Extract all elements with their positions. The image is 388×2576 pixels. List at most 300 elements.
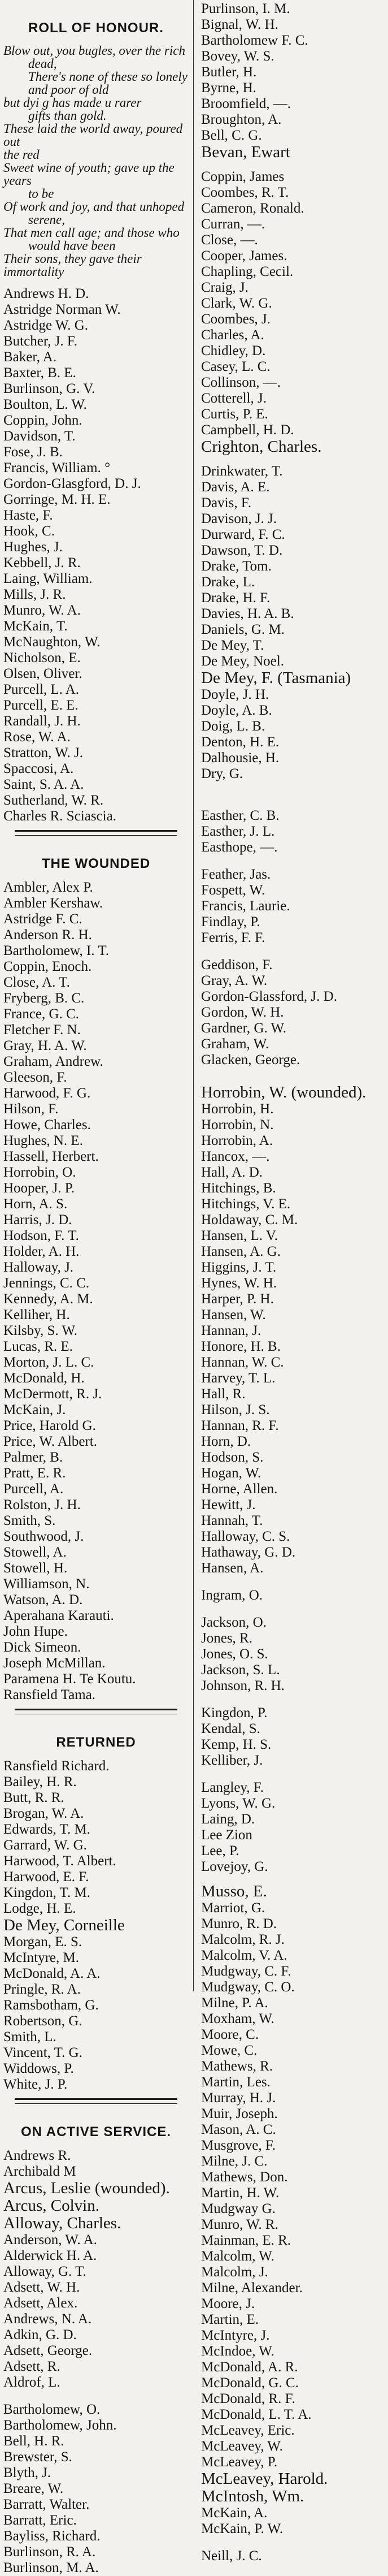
honour-list xyxy=(3,286,189,824)
service-name-large: Alloway, Charles. xyxy=(3,2215,121,2232)
wounded-name: Paramena H. Te Koutu. xyxy=(3,1671,136,1687)
wounded-name: Hughes, N. E. xyxy=(3,1133,83,1148)
listed-name: Hilson, J. S. xyxy=(201,1402,270,1417)
listed-name: Gordon-Glassford, J. D. xyxy=(201,989,337,1004)
wounded-name: Fryberg, B. C. xyxy=(3,991,85,1006)
honour-name: McKain, T. xyxy=(3,619,68,634)
listed-name: Bovey, W. S. xyxy=(201,49,274,64)
right-column xyxy=(197,1,386,2564)
listed-name: Jones, R. xyxy=(201,1631,252,1646)
listed-name: Byrne, H. xyxy=(201,80,256,96)
listed-name: McDonald, L. T. A. xyxy=(201,2407,312,2422)
listed-name: Hall, A. D. xyxy=(201,1165,263,1180)
service-name: Burlinson, R. A. xyxy=(3,2544,96,2560)
listed-name: Ferris, F. F. xyxy=(201,930,265,945)
honour-name: Purcell, L. A. xyxy=(3,682,80,697)
poem-line: Sweet wine of youth; gave up the years xyxy=(3,161,175,188)
listed-name: Drinkwater, T. xyxy=(201,464,283,479)
listed-name: Mason, A. C. xyxy=(201,2122,276,2137)
poem-line: would have been xyxy=(28,239,116,253)
poem-line: Blow out, you bugles, over the rich xyxy=(3,44,185,58)
returned-name: McDonald, A. A. xyxy=(3,1966,101,1981)
listed-name: Cameron, Ronald. xyxy=(201,201,304,216)
service-list xyxy=(3,2148,189,2180)
wounded-name: France, G. C. xyxy=(3,1006,79,1022)
e-f-g-list xyxy=(201,808,386,1068)
listed-name: Malcolm, W. xyxy=(201,2249,274,2264)
active-service-heading: ON ACTIVE SERVICE. xyxy=(20,2124,172,2140)
service-name: Bartholomew, John. xyxy=(3,2418,117,2433)
wounded-name: Williamson, N. xyxy=(3,1576,90,1592)
wounded-name: Aperahana Karauti. xyxy=(3,1608,114,1623)
listed-name: Denton, H. E. xyxy=(201,734,280,750)
listed-name: Neill, J. C. xyxy=(201,2548,262,2564)
listed-name: Hitchings, V. E. xyxy=(201,1196,291,1212)
d-list xyxy=(201,464,386,669)
wounded-name: Smith, S. xyxy=(3,1513,56,1528)
wounded-name: Ransfield Tama. xyxy=(3,1687,96,1702)
wounded-name: Pratt, E. R. xyxy=(3,1466,66,1481)
listed-name: Dalhousie, H. xyxy=(201,750,280,766)
wounded-name: Joseph McMillan. xyxy=(3,1656,106,1671)
d-list-2 xyxy=(201,687,386,782)
listed-name: Hansen, W. xyxy=(201,1307,266,1322)
listed-name: Hall, R. xyxy=(201,1386,246,1402)
listed-name xyxy=(201,855,386,867)
returned-name: White, J. P. xyxy=(3,2077,68,2092)
listed-name: Mowe, C. xyxy=(201,2043,258,2058)
listed-name xyxy=(201,2537,386,2548)
service-name: Bell, H. R. xyxy=(3,2434,64,2449)
listed-name: Higgins, J. T. xyxy=(201,1260,277,1275)
returned-name: Smith, L. xyxy=(3,2029,56,2045)
wounded-name: Astridge F. C. xyxy=(3,911,82,927)
returned-name: Edwards, T. M. xyxy=(3,1822,90,1837)
listed-name: Hannan, J. xyxy=(201,1323,261,1338)
service-list-large xyxy=(3,2180,189,2232)
listed-name: Munro, R. D. xyxy=(201,1916,277,1931)
listed-name: Daniels, G. M. xyxy=(201,622,285,637)
wounded-name: Gleeson, F. xyxy=(3,1070,67,1085)
wounded-name: Howe, Charles. xyxy=(3,1117,91,1133)
returned-name: Harwood, T. Albert. xyxy=(3,1853,116,1869)
section-rule xyxy=(15,2098,177,2100)
returned-name: Lodge, H. E. xyxy=(3,1901,76,1916)
listed-name: Lyons, W. G. xyxy=(201,1796,276,1811)
listed-name: Hitchings, B. xyxy=(201,1181,276,1196)
wounded-name: Lucas, R. E. xyxy=(3,1339,73,1354)
listed-name: Fospett, W. xyxy=(201,883,265,898)
wounded-name: Kelliher, H. xyxy=(3,1307,70,1322)
wounded-name: Rolston, J. H. xyxy=(3,1497,81,1512)
poem-line: serene, xyxy=(28,213,65,227)
returned-name-large: De Mey, Corneille xyxy=(3,1917,125,1934)
returned-heading: RETURNED xyxy=(56,1735,136,1750)
wounded-name: Halloway, J. xyxy=(3,1260,74,1275)
returned-name: Widdows, P. xyxy=(3,2061,74,2076)
honour-name: Astridge Norman W. xyxy=(3,302,121,317)
listed-name: Mathews, R. xyxy=(201,2059,273,2074)
listed-name: Gardner, G. W. xyxy=(201,1021,287,1036)
listed-name: Francis, Laurie. xyxy=(201,898,290,914)
listed-name: Drake, H. F. xyxy=(201,590,271,606)
honour-name: Haste, F. xyxy=(3,508,53,523)
listed-name: Horrobin, A. xyxy=(201,1133,273,1148)
listed-name: Malcolm, R. J. xyxy=(201,1932,285,1947)
section-rule xyxy=(15,1709,177,1710)
poem-line: gifts than gold. xyxy=(28,109,107,123)
service-name: Brewster, S. xyxy=(3,2449,72,2465)
honour-name: Gordon-Glasgford, D. J. xyxy=(3,476,141,491)
m-n-list xyxy=(201,2505,386,2564)
listed-name: Mainman, E. R. xyxy=(201,2233,291,2248)
honour-name: McNaughton, W. xyxy=(3,634,101,650)
listed-name: Coombes, R. T. xyxy=(201,185,289,200)
listed-name: Murray, H. J. xyxy=(201,2090,276,2106)
listed-name: McKain, A. xyxy=(201,2505,268,2521)
listed-name: Malcolm, J. xyxy=(201,2264,268,2280)
listed-name xyxy=(201,946,386,957)
returned-name: Butt, R. R. xyxy=(3,1790,64,1805)
listed-name: Gray, A. W. xyxy=(201,973,268,988)
name-large: Musso, E. xyxy=(201,1883,267,1900)
listed-name: Kemp, H. S. xyxy=(201,1737,272,1752)
wounded-name: Kilsby, S. W. xyxy=(3,1323,78,1338)
service-name: Bayliss, Richard. xyxy=(3,2529,101,2544)
listed-name: Bignal, W. H. xyxy=(201,17,278,32)
listed-name: Butler, H. xyxy=(201,64,257,80)
returned-list xyxy=(3,1758,189,1917)
listed-name: Jones, O. S. xyxy=(201,1646,268,1662)
m-list-large xyxy=(201,2470,386,2505)
returned-name: Pringle, R. A. xyxy=(3,1982,81,1997)
wounded-heading: THE WOUNDED xyxy=(41,856,151,871)
honour-name: Mills, J. R. xyxy=(3,587,66,602)
listed-name: Munro, W. R. xyxy=(201,2217,278,2232)
poem-line: Their sons, they gave their immortality xyxy=(3,252,142,279)
listed-name: Easther, C. B. xyxy=(201,808,280,823)
name-large: Horrobin, W. (wounded). xyxy=(201,1084,367,1101)
returned-name: Harwood, E. F. xyxy=(3,1869,89,1885)
service-name-large: Arcus, Leslie (wounded). xyxy=(3,2180,170,2197)
listed-name: Mudgway, C. F. xyxy=(201,1964,291,1979)
m-list xyxy=(201,1900,386,2470)
listed-name: Drake, L. xyxy=(201,574,255,590)
listed-name: Horrobin, N. xyxy=(201,1117,274,1133)
honour-name: Baxter, B. E. xyxy=(3,365,76,381)
listed-name: Gordon, W. H. xyxy=(201,1005,284,1020)
listed-name: Kingdon, P. xyxy=(201,1705,268,1721)
listed-name: Marriot, G. xyxy=(201,1900,265,1916)
listed-name: Martin, H. W. xyxy=(201,2185,280,2201)
listed-name: Curran, —. xyxy=(201,217,265,232)
listed-name: Charles, A. xyxy=(201,327,264,343)
listed-name: Horn, D. xyxy=(201,1434,251,1449)
listed-name: Hogan, W. xyxy=(201,1466,261,1481)
poem-line: to be xyxy=(28,187,54,201)
listed-name: Chidley, D. xyxy=(201,343,266,358)
name-large: De Mey, F. (Tasmania) xyxy=(201,669,351,687)
service-name: Archibald M xyxy=(3,2164,76,2179)
listed-name: Coombes, J. xyxy=(201,312,271,327)
listed-name: Dawson, T. D. xyxy=(201,543,283,558)
service-name: Andrews R. xyxy=(3,2148,71,2163)
service-name: Andrews, N. A. xyxy=(3,2311,92,2327)
service-name: Adsett, George. xyxy=(3,2343,93,2358)
returned-name: Vincent, T. G. xyxy=(3,2045,82,2060)
honour-name: Astridge W. G. xyxy=(3,318,88,333)
service-name: Anderson, W. A. xyxy=(3,2232,97,2247)
listed-name: Holdaway, C. M. xyxy=(201,1212,298,1228)
listed-name: Doyle, A. B. xyxy=(201,703,272,718)
wounded-name: McDermott, R. J. xyxy=(3,1386,102,1402)
honour-name: Coppin, John. xyxy=(3,413,82,428)
honour-name: Purcell, E. E. xyxy=(3,698,79,713)
listed-name: Clark, W. G. xyxy=(201,296,272,311)
service-name: Alderwick H. A. xyxy=(3,2248,97,2263)
honour-name: Burlinson, G. V. xyxy=(3,381,95,396)
wounded-name: Holder, A. H. xyxy=(3,1244,80,1259)
name-large: Crighton, Charles. xyxy=(201,438,322,456)
listed-name: Mudgway G. xyxy=(201,2201,276,2216)
wounded-name: Bartholomew, I. T. xyxy=(3,943,109,958)
listed-name: Kelliber, J. xyxy=(201,1753,263,1768)
wounded-name: Ambler Kershaw. xyxy=(3,896,103,911)
listed-name: Doyle, J. H. xyxy=(201,687,269,702)
honour-name: Nicholson, E. xyxy=(3,650,81,665)
honour-name: Fose, J. B. xyxy=(3,444,63,460)
returned-list-2 xyxy=(3,1934,189,2093)
left-column xyxy=(3,1,193,2576)
listed-name: De Mey, T. xyxy=(201,638,264,653)
wounded-name: Harris, J. D. xyxy=(3,1212,72,1228)
wounded-name: Graham, Andrew. xyxy=(3,1054,103,1069)
service-name: Breare, W. xyxy=(3,2481,64,2496)
listed-name: Campbell, H. D. xyxy=(201,422,294,438)
wounded-name: Price, Harold G. xyxy=(3,1418,96,1433)
listed-name: Hathaway, G. D. xyxy=(201,1545,296,1560)
returned-name: McIntyre, M. xyxy=(3,1950,79,1965)
wounded-name: Hilson, F. xyxy=(3,1101,59,1117)
service-name-large: Arcus, Colvin. xyxy=(3,2197,99,2215)
listed-name: Harvey, T. L. xyxy=(201,1371,276,1386)
listed-name: Moore, C. xyxy=(201,2027,259,2042)
listed-name: Hansen, A. G. xyxy=(201,1244,281,1259)
listed-name: Milne, Alexander. xyxy=(201,2280,303,2296)
honour-name: Sutherland, W. R. xyxy=(3,793,104,808)
wounded-list xyxy=(3,880,189,1703)
listed-name: Feather, Jas. xyxy=(201,867,271,882)
listed-name: Hannah, T. xyxy=(201,1513,263,1528)
returned-name: Garrard, W. G. xyxy=(3,1838,87,1853)
listed-name: McDonald, G. C. xyxy=(201,2375,299,2391)
listed-name: Malcolm, V. A. xyxy=(201,1948,287,1963)
service-name: Blyth, J. xyxy=(3,2465,51,2480)
listed-name: Graham, W. xyxy=(201,1036,269,1052)
listed-name: Jackson, S. L. xyxy=(201,1662,280,1678)
listed-name: Coppin, James xyxy=(201,169,285,184)
listed-name: Lee Zion xyxy=(201,1827,252,1843)
wounded-name: Palmer, B. xyxy=(3,1450,63,1465)
listed-name: Geddison, F. xyxy=(201,957,273,973)
listed-name: Martin, E. xyxy=(201,2312,259,2327)
honour-name: Charles R. Sciascia. xyxy=(3,809,116,824)
service-name: Adsett, W. H. xyxy=(3,2280,80,2295)
returned-name: Morgan, E. S. xyxy=(3,1934,82,1950)
listed-name: Milne, J. C. xyxy=(201,2154,268,2169)
listed-name: Hynes, W. H. xyxy=(201,1276,277,1291)
service-name: Adkin, G. D. xyxy=(3,2327,77,2342)
listed-name xyxy=(201,1769,386,1780)
listed-name: Hannan, R. F. xyxy=(201,1418,279,1433)
returned-name: Ramsbotham, G. xyxy=(3,1998,99,2013)
listed-name: Broomfield, —. xyxy=(201,96,291,111)
listed-name: McLeavey, P. xyxy=(201,2454,278,2470)
wounded-name: John Hupe. xyxy=(3,1624,68,1639)
listed-name: Casey, L. C. xyxy=(201,359,271,374)
h-to-l-list xyxy=(201,1101,386,1875)
listed-name-large: McIntosh, Wm. xyxy=(201,2488,304,2505)
honour-name: Rose, W. A. xyxy=(3,729,71,745)
returned-name: Ransfield Richard. xyxy=(3,1758,110,1774)
listed-name: Hannan, W. C. xyxy=(201,1355,284,1370)
service-name: Bartholomew, O. xyxy=(3,2402,101,2417)
listed-name xyxy=(201,1694,386,1705)
listed-name: Craig, J. xyxy=(201,280,249,295)
listed-name: Horne, Allen. xyxy=(201,1481,278,1497)
honour-name: Kebbell, J. R. xyxy=(3,555,81,570)
poem-line: the red xyxy=(3,148,40,162)
listed-name: Hancox, —. xyxy=(201,1149,270,1164)
listed-name: Hodson, S. xyxy=(201,1450,264,1465)
wounded-name: Stowell, A. xyxy=(3,1545,67,1560)
listed-name: Musgrove, F. xyxy=(201,2138,276,2153)
poem-line: That men call age; and those who xyxy=(3,226,180,240)
column-divider xyxy=(193,0,194,1991)
honour-name: Francis, William. ° xyxy=(3,460,111,476)
service-name: Burlinson, M. A. xyxy=(3,2560,99,2575)
wounded-name: Watson, A. D. xyxy=(3,1592,83,1607)
b-list xyxy=(201,1,386,144)
listed-name: Cooper, James. xyxy=(201,248,287,263)
listed-name xyxy=(201,1603,386,1615)
listed-name: De Mey, Noel. xyxy=(201,654,284,669)
listed-name: McIndoe, W. xyxy=(201,2344,274,2359)
roll-of-honour-heading: ROLL OF HONOUR. xyxy=(28,20,164,36)
wounded-name: Gray, H. A. W. xyxy=(3,1038,87,1053)
wounded-name: Horn, A. S. xyxy=(3,1196,68,1212)
listed-name xyxy=(201,1576,386,1588)
honour-name: Saint, S. A. A. xyxy=(3,777,84,792)
listed-name: Davies, H. A. B. xyxy=(201,606,294,621)
poem-line: and poor of old xyxy=(28,83,109,97)
wounded-name: Southwood, J. xyxy=(3,1529,84,1544)
listed-name: Langley, F. xyxy=(201,1780,264,1795)
honour-name: Davidson, T. xyxy=(3,429,76,444)
wounded-name: Horrobin, O. xyxy=(3,1165,76,1180)
wounded-name: Jennings, C. C. xyxy=(3,1276,90,1291)
wounded-name: Hodson, F. T. xyxy=(3,1228,79,1243)
service-name: Alloway, G. T. xyxy=(3,2264,86,2279)
listed-name: Findlay, P. xyxy=(201,914,260,930)
listed-name: Davis, A. E. xyxy=(201,479,270,495)
honour-name: Gorringe, M. H. E. xyxy=(3,492,111,507)
listed-name: Chapling, Cecil. xyxy=(201,264,294,279)
listed-name: Drake, Tom. xyxy=(201,559,272,574)
service-name: Adsett, R. xyxy=(3,2359,60,2374)
listed-name: Laing, D. xyxy=(201,1812,255,1827)
listed-name: Jackson, O. xyxy=(201,1615,267,1630)
section-rule xyxy=(15,830,177,832)
poem-line: These laid the world away, poured out xyxy=(3,122,183,149)
listed-name: Mathews, Don. xyxy=(201,2169,288,2185)
listed-name: Purlinson, I. M. xyxy=(201,1,290,16)
listed-name: Durward, F. C. xyxy=(201,527,285,542)
listed-name: Collinson, —. xyxy=(201,375,281,390)
listed-name: Lovejoy, G. xyxy=(201,1859,268,1874)
poem-line: Of work and joy, and that unhoped xyxy=(3,200,185,214)
listed-name: Kendal, S. xyxy=(201,1721,260,1736)
poem-line: dead, xyxy=(28,57,57,71)
returned-name: Brogan, W. A. xyxy=(3,1806,84,1821)
listed-name: McLeavey, W. xyxy=(201,2439,283,2454)
service-name: Barratt, Eric. xyxy=(3,2513,77,2528)
honour-name: Andrews H. D. xyxy=(3,286,89,301)
name-large: Bevan, Ewart xyxy=(201,144,290,161)
wounded-name: Anderson R. H. xyxy=(3,927,92,943)
wounded-name: Purcell, A. xyxy=(3,1481,64,1497)
listed-name-large: McLeavey, Harold. xyxy=(201,2470,328,2488)
listed-name: McIntyre, J. xyxy=(201,2328,270,2343)
listed-name: Hansen, L. V. xyxy=(201,1228,278,1243)
listed-name: Glacken, George. xyxy=(201,1052,300,1067)
returned-name: Robertson, G. xyxy=(3,2013,82,2029)
poem xyxy=(3,44,189,278)
honour-name: Laing, William. xyxy=(3,571,93,586)
listed-name: Doig, L. B. xyxy=(201,719,265,734)
honour-name: Olsen, Oliver. xyxy=(3,666,82,681)
listed-name: Mudgway, C. O. xyxy=(201,1979,295,1995)
wounded-name: Morton, J. L. C. xyxy=(3,1355,94,1370)
section-rule-thin xyxy=(15,835,177,836)
returned-name: Kingdon, T. M. xyxy=(3,1885,90,1900)
wounded-name: McDonald, H. xyxy=(3,1371,85,1386)
honour-name: Baker, A. xyxy=(3,349,57,365)
c-list xyxy=(201,169,386,438)
listed-name: Muir, Joseph. xyxy=(201,2106,278,2121)
listed-name: Bell, C. G. xyxy=(201,128,262,143)
listed-name: Broughton, A. xyxy=(201,112,282,127)
poem-line: but dyi g has made u rarer xyxy=(3,96,142,110)
returned-name: Bailey, H. R. xyxy=(3,1774,77,1790)
listed-name: Curtis, P. E. xyxy=(201,407,268,422)
listed-name: Horrobin, H. xyxy=(201,1101,274,1117)
listed-name: Moore, J. xyxy=(201,2296,255,2311)
listed-name: Dry, G. xyxy=(201,766,243,781)
listed-name: Davis, F. xyxy=(201,495,251,511)
listed-name: McDonald, R. F. xyxy=(201,2391,295,2406)
listed-name: Easther, J. L. xyxy=(201,824,275,839)
wounded-name: Ambler, Alex P. xyxy=(3,880,93,895)
wounded-name: Hassell, Herbert. xyxy=(3,1149,99,1164)
honour-name: Hughes, J. xyxy=(3,539,63,555)
honour-name: Boulton, L. W. xyxy=(3,397,87,412)
listed-name: Ingram, O. xyxy=(201,1588,263,1603)
honour-name: Randall, J. H. xyxy=(3,714,81,729)
wounded-name: McKain, J. xyxy=(3,1402,66,1417)
honour-name: Spaccosi, A. xyxy=(3,761,74,776)
listed-name: Moxham, W. xyxy=(201,2011,274,2026)
